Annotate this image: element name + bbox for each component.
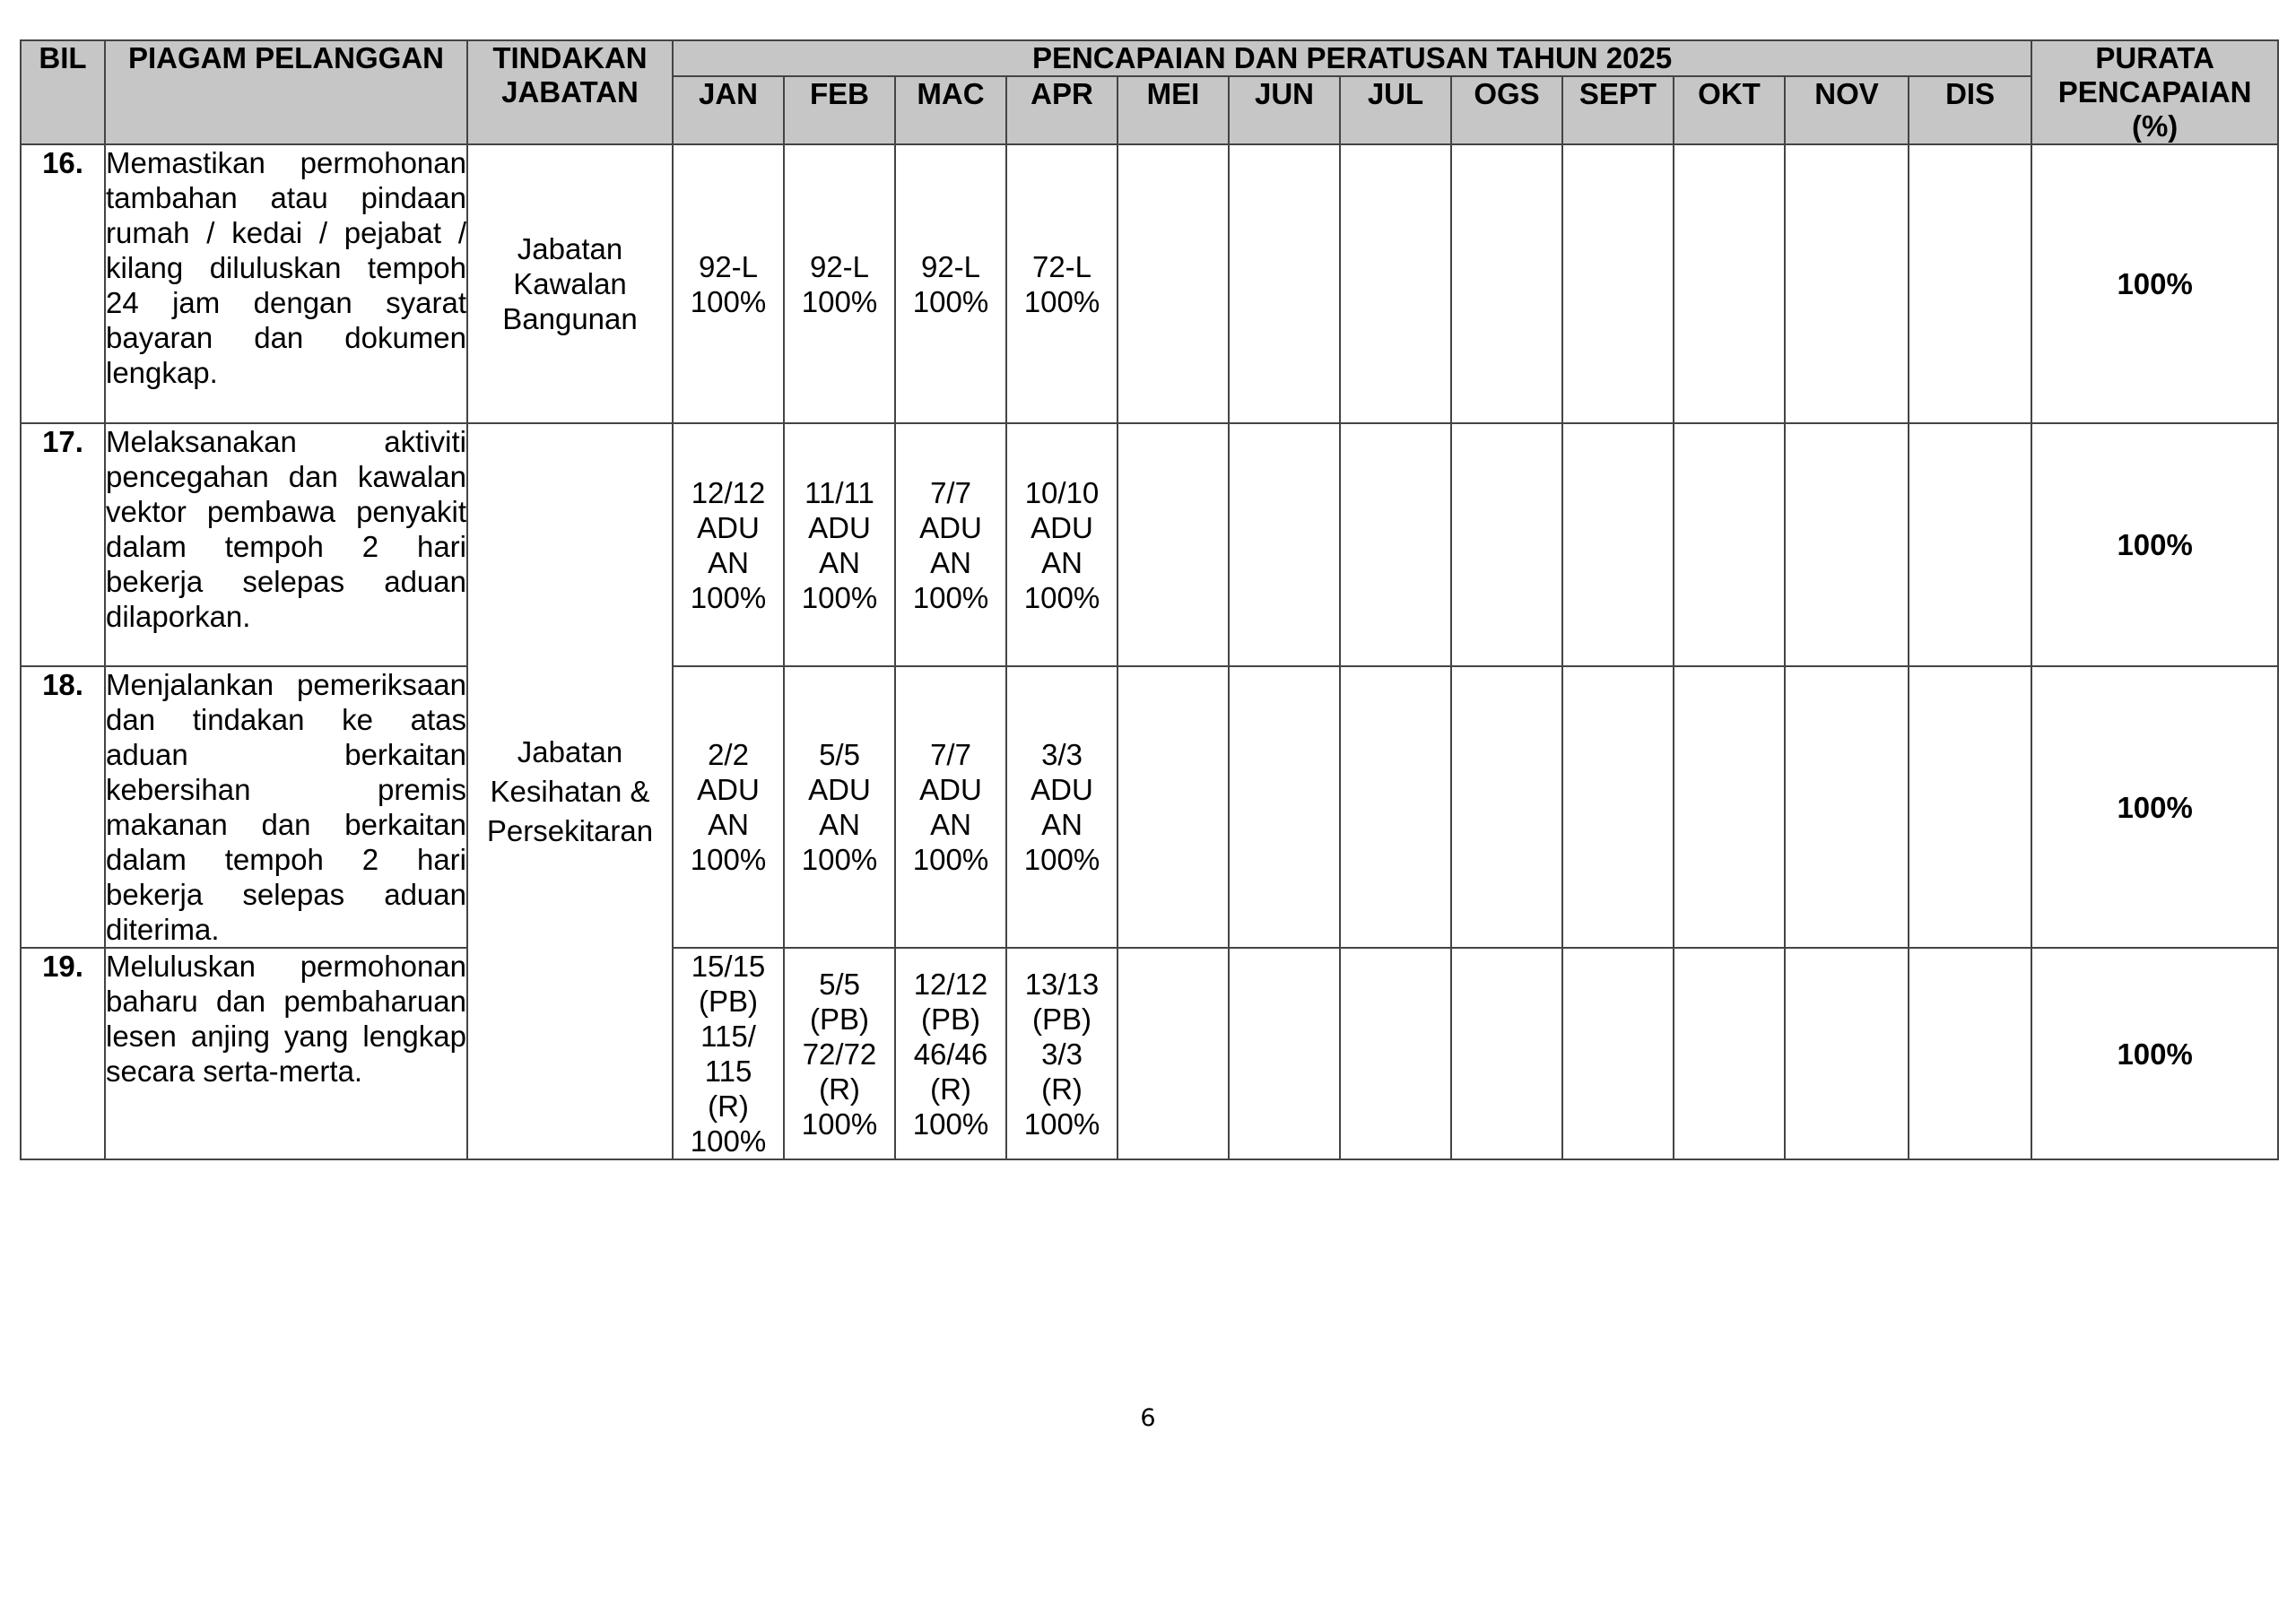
purata-cell: 100% [2031, 948, 2278, 1159]
row-number: 19. [21, 948, 105, 1159]
month-cell-okt [1674, 666, 1785, 948]
purata-cell: 100% [2031, 423, 2278, 666]
purata-cell: 100% [2031, 666, 2278, 948]
table-row [21, 666, 2278, 948]
header-month-mac: MAC [895, 76, 1006, 144]
month-cell-mac: 7/7 ADU AN 100% [895, 423, 1006, 666]
month-cell-mac: 92-L 100% [895, 144, 1006, 423]
month-cell-sept [1562, 666, 1674, 948]
month-cell-nov [1785, 948, 1909, 1159]
header-pencapaian-group: PENCAPAIAN DAN PERATUSAN TAHUN 2025 [673, 40, 2031, 76]
month-cell-jun [1229, 144, 1340, 423]
month-cell-jan: 92-L 100% [673, 144, 784, 423]
row-number: 18. [21, 666, 105, 948]
purata-cell: 100% [2031, 144, 2278, 423]
month-cell-mei [1118, 423, 1229, 666]
month-cell-jun [1229, 666, 1340, 948]
month-cell-dis [1909, 423, 2031, 666]
month-cell-dis [1909, 666, 2031, 948]
month-cell-jul [1340, 423, 1451, 666]
month-cell-mac: 7/7 ADU AN 100% [895, 666, 1006, 948]
month-cell-ogs [1451, 948, 1562, 1159]
month-cell-sept [1562, 948, 1674, 1159]
customer-charter-table [20, 39, 2279, 1160]
table-row [21, 144, 2278, 423]
month-cell-mac: 12/12 (PB) 46/46 (R) 100% [895, 948, 1006, 1159]
header-month-mei: MEI [1118, 76, 1229, 144]
month-cell-mei [1118, 948, 1229, 1159]
month-cell-jul [1340, 144, 1451, 423]
header-piagam-pelanggan: PIAGAM PELANGGAN [105, 40, 467, 144]
month-cell-dis [1909, 144, 2031, 423]
month-cell-okt [1674, 423, 1785, 666]
header-month-jan: JAN [673, 76, 784, 144]
page-number: 6 [1140, 1404, 1156, 1432]
charter-description: Melaksanakan aktiviti pencegahan dan kawalan vektor pembawa penyakit dalam tempoh 2 hari bekerja selepas aduan dilaporkan. [105, 423, 467, 666]
month-cell-okt [1674, 948, 1785, 1159]
month-cell-mei [1118, 666, 1229, 948]
header-month-apr: APR [1006, 76, 1118, 144]
month-cell-jul [1340, 666, 1451, 948]
month-cell-feb: 92-L 100% [784, 144, 895, 423]
month-cell-apr: 13/13 (PB) 3/3 (R) 100% [1006, 948, 1118, 1159]
header-month-jun: JUN [1229, 76, 1340, 144]
month-cell-feb: 5/5 ADU AN 100% [784, 666, 895, 948]
month-cell-jul [1340, 948, 1451, 1159]
charter-description: Meluluskan permohonan baharu dan pembaharuan lesen anjing yang lengkap secara serta-merta. [105, 948, 467, 1159]
header-month-dis: DIS [1909, 76, 2031, 144]
month-cell-sept [1562, 423, 1674, 666]
header-month-ogs: OGS [1451, 76, 1562, 144]
header-month-sept: SEPT [1562, 76, 1674, 144]
month-cell-jun [1229, 423, 1340, 666]
row-number: 17. [21, 423, 105, 666]
month-cell-mei [1118, 144, 1229, 423]
month-cell-ogs [1451, 666, 1562, 948]
row-number: 16. [21, 144, 105, 423]
month-cell-dis [1909, 948, 2031, 1159]
table-row [21, 423, 2278, 666]
department-cell: Jabatan Kesihatan & Persekitaran [467, 423, 673, 1159]
month-cell-sept [1562, 144, 1674, 423]
header-bil: BIL [21, 40, 105, 144]
header-month-feb: FEB [784, 76, 895, 144]
charter-description: Menjalankan pemeriksaan dan tindakan ke atas aduan berkaitan kebersihan premis makanan dan berkaitan dalam tempoh 2 hari bekerja selepas aduan diterima. [106, 668, 466, 946]
month-cell-jun [1229, 948, 1340, 1159]
month-cell-jan: 2/2 ADU AN 100% [673, 666, 784, 948]
month-cell-apr: 10/10 ADU AN 100% [1006, 423, 1118, 666]
month-cell-nov [1785, 423, 1909, 666]
month-cell-feb: 5/5 (PB) 72/72 (R) 100% [784, 948, 895, 1159]
month-cell-nov [1785, 144, 1909, 423]
month-cell-ogs [1451, 423, 1562, 666]
table-row [21, 948, 2278, 1159]
month-cell-jan: 15/15 (PB) 115/ 115 (R) 100% [673, 948, 784, 1159]
month-cell-nov [1785, 666, 1909, 948]
charter-description: Memastikan permohonan tambahan atau pindaan rumah / kedai / pejabat / kilang diluluskan tempoh 24 jam dengan syarat bayaran dan dokumen lengkap. [105, 144, 467, 423]
month-cell-ogs [1451, 144, 1562, 423]
month-cell-okt [1674, 144, 1785, 423]
month-cell-apr: 72-L 100% [1006, 144, 1118, 423]
header-month-nov: NOV [1785, 76, 1909, 144]
header-month-jul: JUL [1340, 76, 1451, 144]
month-cell-apr: 3/3 ADU AN 100% [1006, 666, 1118, 948]
department-cell: Jabatan Kawalan Bangunan [467, 144, 673, 423]
month-cell-feb: 11/11 ADU AN 100% [784, 423, 895, 666]
header-purata-pencapaian: PURATA PENCAPAIAN (%) [2031, 40, 2278, 144]
month-cell-jan: 12/12 ADU AN 100% [673, 423, 784, 666]
header-month-okt: OKT [1674, 76, 1785, 144]
header-tindakan-jabatan: TINDAKAN JABATAN [467, 40, 673, 144]
